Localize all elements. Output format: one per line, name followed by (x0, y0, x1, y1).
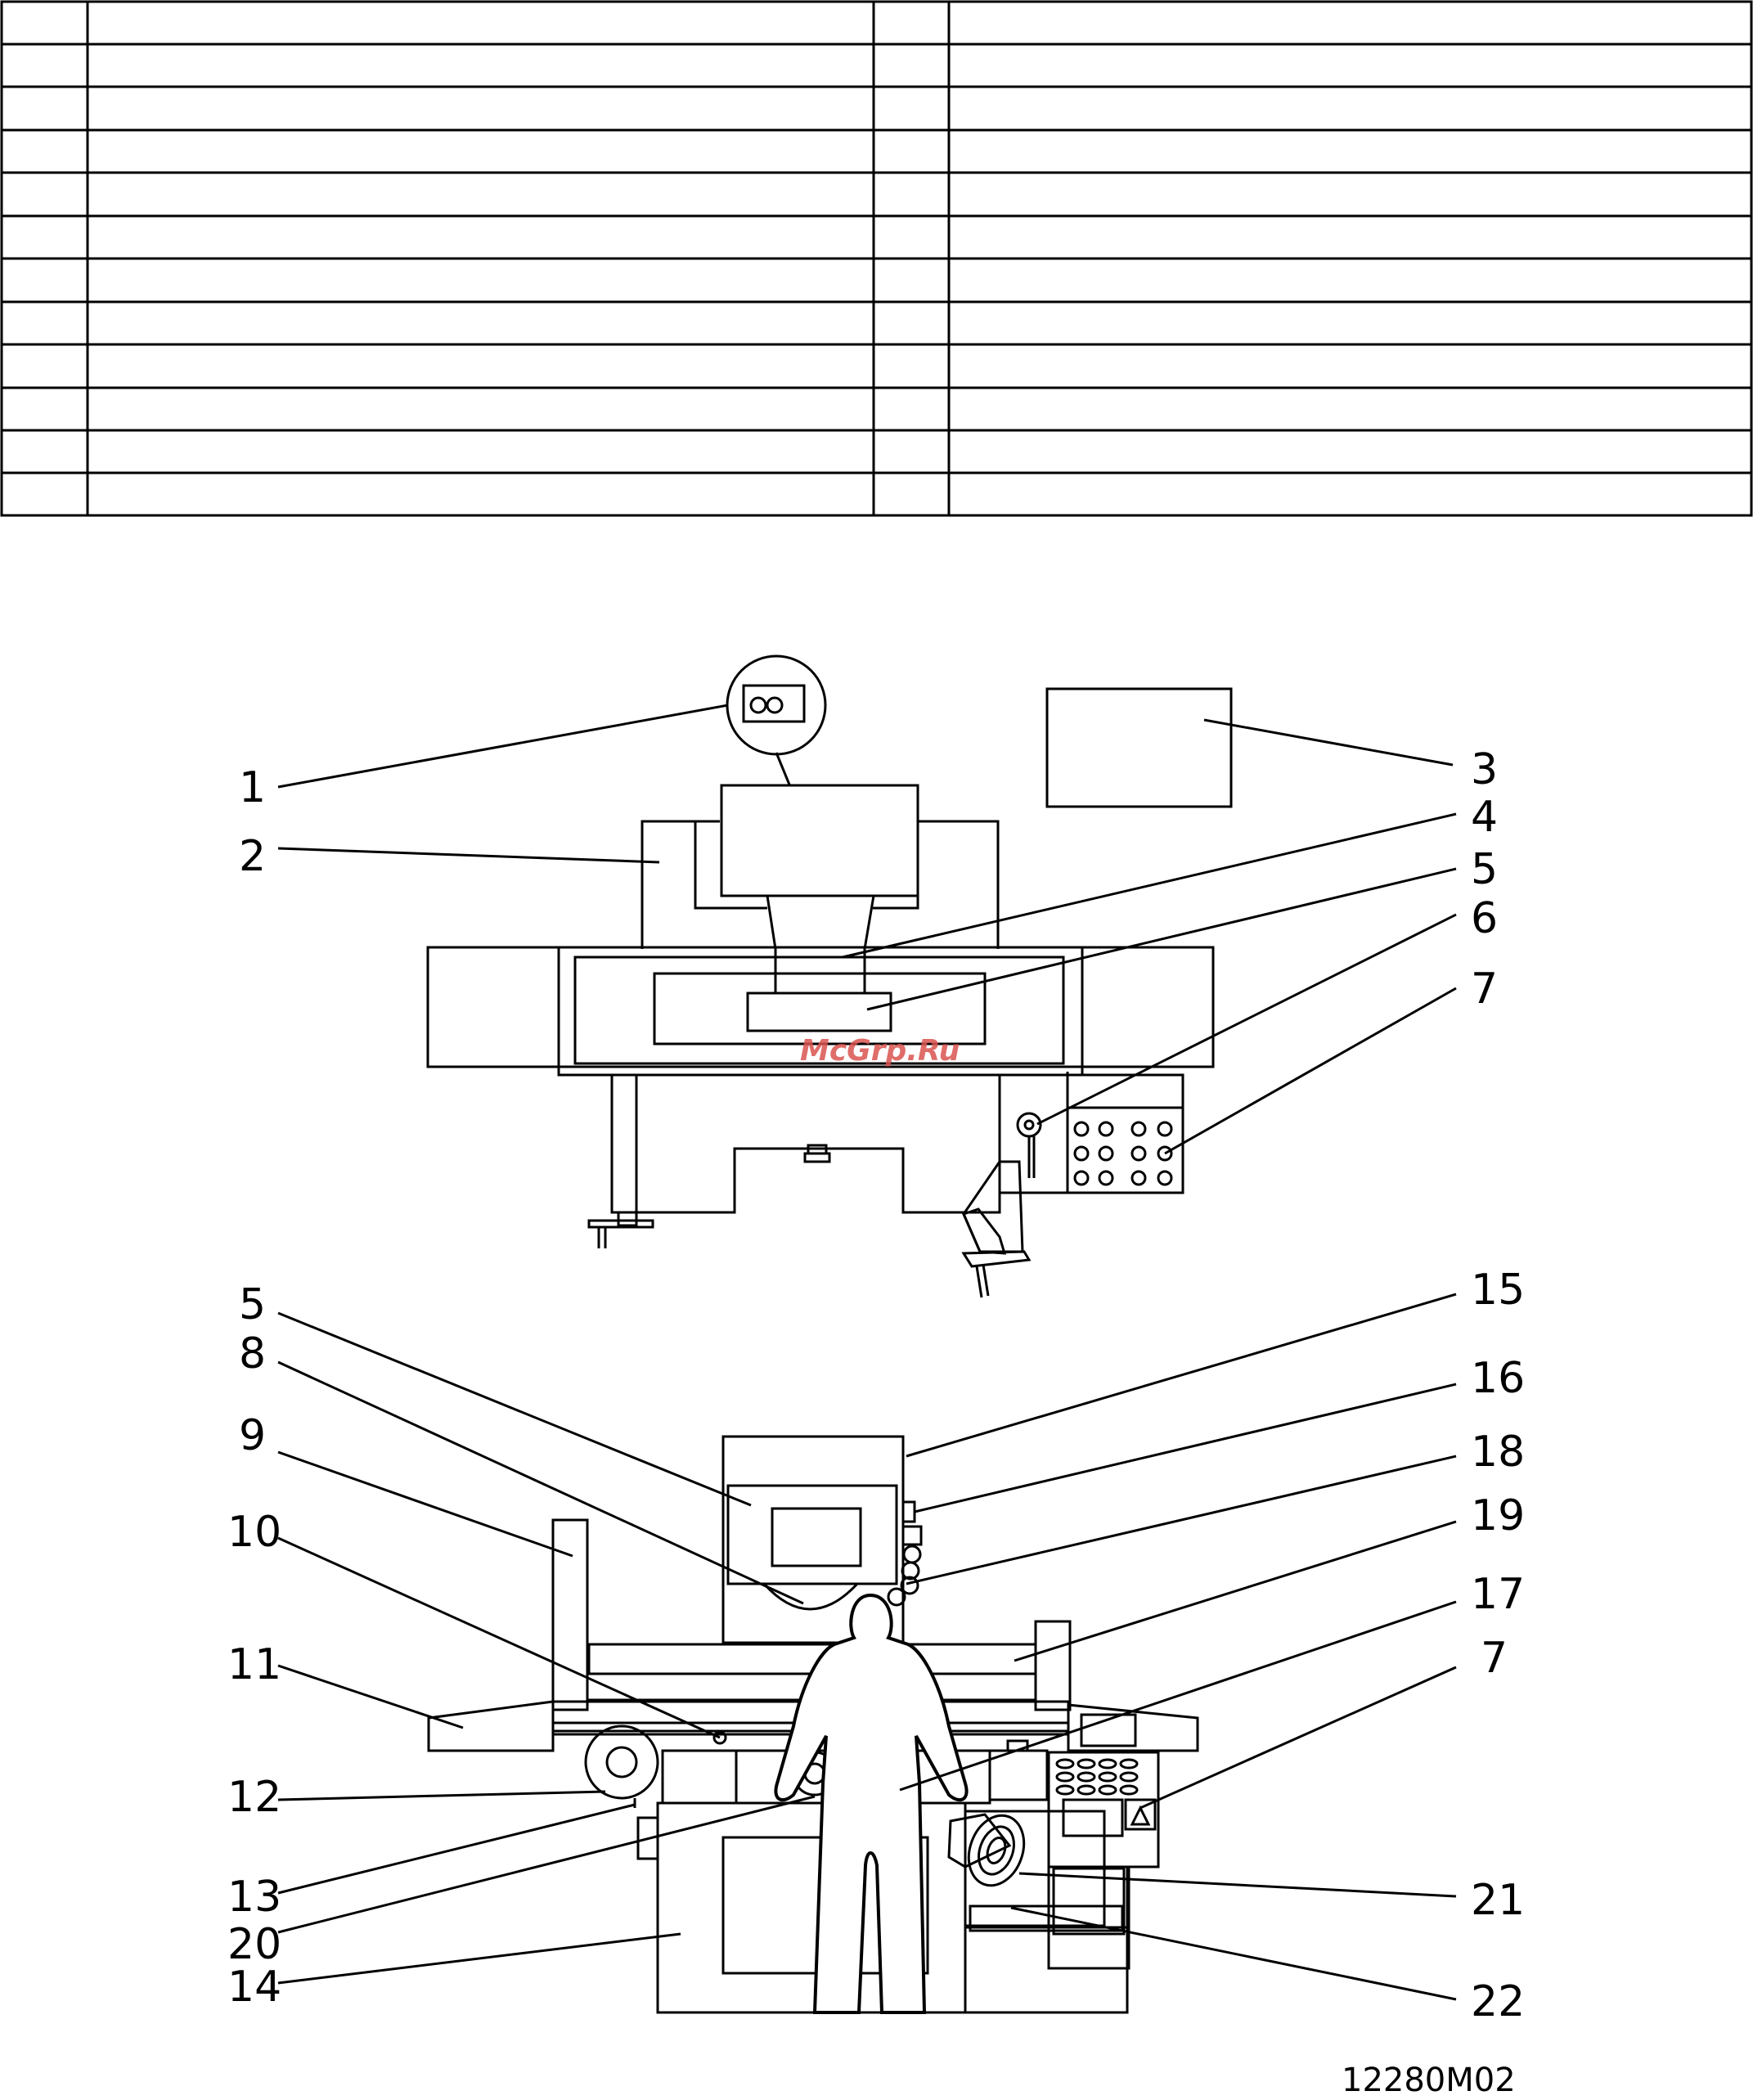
callout-7: 7 (1471, 965, 1499, 1014)
leader-7 (1165, 988, 1456, 1153)
leader-20 (278, 1796, 815, 1932)
leader-8 (278, 1362, 803, 1603)
leader-6 (1037, 915, 1456, 1124)
leader-18 (906, 1456, 1456, 1584)
leader-7b (1140, 1667, 1456, 1808)
machine-operator-view (278, 1294, 1456, 2012)
leader-21 (1019, 1873, 1456, 1896)
callout-17: 17 (1471, 1570, 1526, 1619)
callout-5: 5 (1471, 845, 1499, 894)
leader-22 (1011, 1908, 1456, 1999)
callout-6: 6 (1471, 894, 1499, 943)
callout-14: 14 (227, 1963, 282, 2012)
leader-16 (915, 1384, 1456, 1512)
callout-15: 15 (1471, 1266, 1526, 1315)
callout-16: 16 (1471, 1354, 1526, 1403)
callout-3: 3 (1471, 745, 1499, 794)
callout-22: 22 (1471, 1977, 1526, 2026)
callout-19: 19 (1471, 1491, 1526, 1540)
leader-14 (278, 1934, 681, 1983)
parts-table (2, 2, 1751, 515)
leader-1 (278, 705, 728, 787)
leader-12 (278, 1792, 605, 1800)
leader-3 (1204, 720, 1453, 765)
callout-21: 21 (1471, 1876, 1526, 1925)
drawing-code: 12280M02 (1342, 2062, 1516, 2099)
leader-2 (278, 848, 659, 862)
callout-18: 18 (1471, 1428, 1526, 1477)
callout-11: 11 (227, 1640, 282, 1689)
leader-4 (843, 814, 1456, 957)
leader-5 (867, 869, 1456, 1010)
callout-9: 9 (239, 1411, 267, 1460)
leader-9 (278, 1452, 573, 1556)
callout-7-bottom: 7 (1481, 1634, 1508, 1683)
callout-10: 10 (227, 1508, 282, 1557)
callout-1: 1 (239, 763, 267, 812)
leader-13 (278, 1805, 635, 1893)
callout-20: 20 (227, 1920, 282, 1969)
leader-15 (906, 1294, 1456, 1456)
watermark: McGrp.Ru (800, 1034, 960, 1068)
callout-13: 13 (227, 1873, 282, 1922)
callout-4: 4 (1471, 793, 1499, 842)
leader-11 (278, 1666, 463, 1728)
machine-top-view (278, 656, 1456, 1297)
callout-2: 2 (239, 832, 267, 881)
callout-8: 8 (239, 1329, 267, 1378)
callout-5-bottom: 5 (239, 1280, 267, 1329)
leader-17 (900, 1602, 1456, 1790)
callout-12: 12 (227, 1773, 282, 1822)
